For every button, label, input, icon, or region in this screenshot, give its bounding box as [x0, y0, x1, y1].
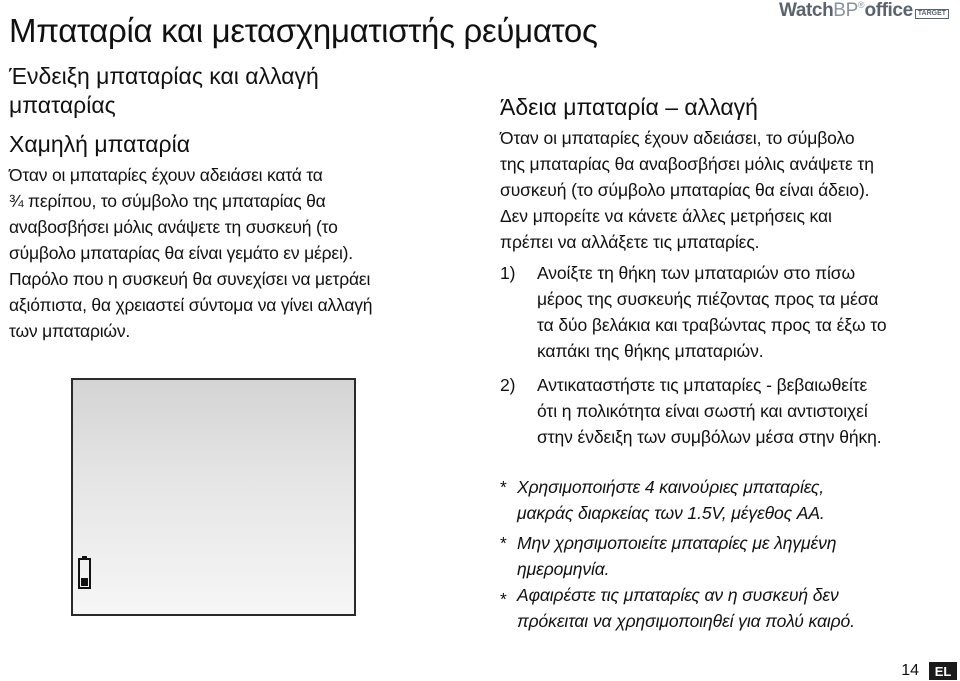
note-asterisk: *	[500, 589, 507, 609]
note-3	[500, 582, 955, 634]
note-line: Μην χρησιμοποιείτε μπαταρίες με ληγμένη	[517, 533, 837, 553]
step-line: ότι η πολικότητα είναι σωστή και αντιστοιχεί	[537, 401, 868, 421]
section-title-line1: Ένδειξη μπαταρίας και αλλαγή	[9, 63, 319, 89]
para-line: των μπαταριών.	[9, 321, 131, 341]
logo-registered: ®	[857, 0, 865, 10]
note-line: πρόκειται να χρησιμοποιηθεί για πολύ καιρό.	[517, 611, 855, 631]
page-footer	[901, 661, 960, 681]
page-title: Μπαταρία και μετασχηματιστής ρεύματος	[9, 12, 598, 49]
step-number: 2)	[500, 375, 516, 395]
page-number: 14	[901, 662, 919, 679]
para-line: Παρόλο που η συσκευή θα συνεχίσει να μετράει	[9, 269, 371, 289]
step-line: μέρος της συσκευής πιέζοντας προς τα μέσα	[537, 289, 879, 309]
subsection-title: Χαμηλή μπαταρία	[9, 131, 191, 157]
empty-battery-title: Άδεια μπαταρία – αλλαγή	[500, 94, 758, 120]
note-1	[500, 474, 955, 526]
step-line: τα δύο βελάκια και τραβώντας προς τα έξω το	[537, 315, 887, 335]
watchbp-office-logo	[779, 0, 949, 20]
logo-target: TARGET	[915, 9, 949, 19]
note-text	[517, 530, 836, 582]
step-number: 1)	[500, 263, 516, 283]
para-line: σύμβολο μπαταρίας θα είναι γεμάτο εν μέρει).	[9, 243, 353, 263]
para-line: πρέπει να αλλάξετε τις μπαταρίες.	[500, 232, 760, 252]
para-line: αξιόπιστα, θα χρειαστεί σύντομα να γίνει αλλαγή	[9, 295, 373, 315]
step-line: Ανοίξτε τη θήκη των μπαταριών στο πίσω	[537, 263, 856, 283]
step-text	[537, 372, 882, 450]
para-line: αναβοσβήσει μόλις ανάψετε τη συσκευή (το	[9, 217, 338, 237]
step-line: καπάκι της θήκης μπαταριών.	[537, 341, 764, 361]
step-line: στην ένδειξη των συμβόλων μέσα στην θήκη.	[537, 427, 882, 447]
note-line: μακράς διαρκείας των 1.5V, μέγεθος AA.	[517, 503, 825, 523]
device-display	[71, 378, 356, 616]
low-battery-paragraph	[9, 162, 449, 344]
note-asterisk: *	[500, 533, 507, 553]
step-text	[537, 260, 887, 364]
logo-bp: BP	[833, 0, 858, 21]
note-2	[500, 530, 955, 582]
para-line: Όταν οι μπαταρίες έχουν αδειάσει, το σύμβολο	[500, 128, 855, 148]
section-title-line2: μπαταρίας	[9, 92, 116, 118]
right-column	[500, 94, 955, 634]
battery-low-icon	[78, 556, 91, 589]
empty-battery-paragraph	[500, 125, 955, 255]
para-line: Δεν μπορείτε να κάνετε άλλες μετρήσεις και	[500, 206, 832, 226]
step-1	[500, 260, 955, 364]
note-line: ημερομηνία.	[517, 559, 610, 579]
para-line: της μπαταρίας θα αναβοσβήσει μόλις ανάψετε τη	[500, 154, 874, 174]
left-column	[9, 62, 449, 344]
note-line: Αφαιρέστε τις μπαταρίες αν η συσκευή δεν	[517, 585, 839, 605]
step-line: Αντικαταστήστε τις μπαταρίες - βεβαιωθείτε	[537, 375, 868, 395]
para-line: συσκευή (το σύμβολο μπαταρίας θα είναι άδειο).	[500, 180, 870, 200]
logo-watch: Watch	[779, 0, 834, 21]
note-asterisk: *	[500, 477, 507, 497]
step-2	[500, 372, 955, 450]
note-line: Χρησιμοποιήστε 4 καινούριες μπαταρίες,	[517, 477, 825, 497]
language-badge: EL	[929, 662, 957, 680]
note-text	[517, 582, 855, 634]
para-line: Όταν οι μπαταρίες έχουν αδειάσει κατά τα	[9, 165, 323, 185]
note-text	[517, 474, 825, 526]
para-line: ¾ περίπου, το σύμβολο της μπαταρίας θα	[9, 191, 326, 211]
logo-office: office	[864, 0, 913, 21]
